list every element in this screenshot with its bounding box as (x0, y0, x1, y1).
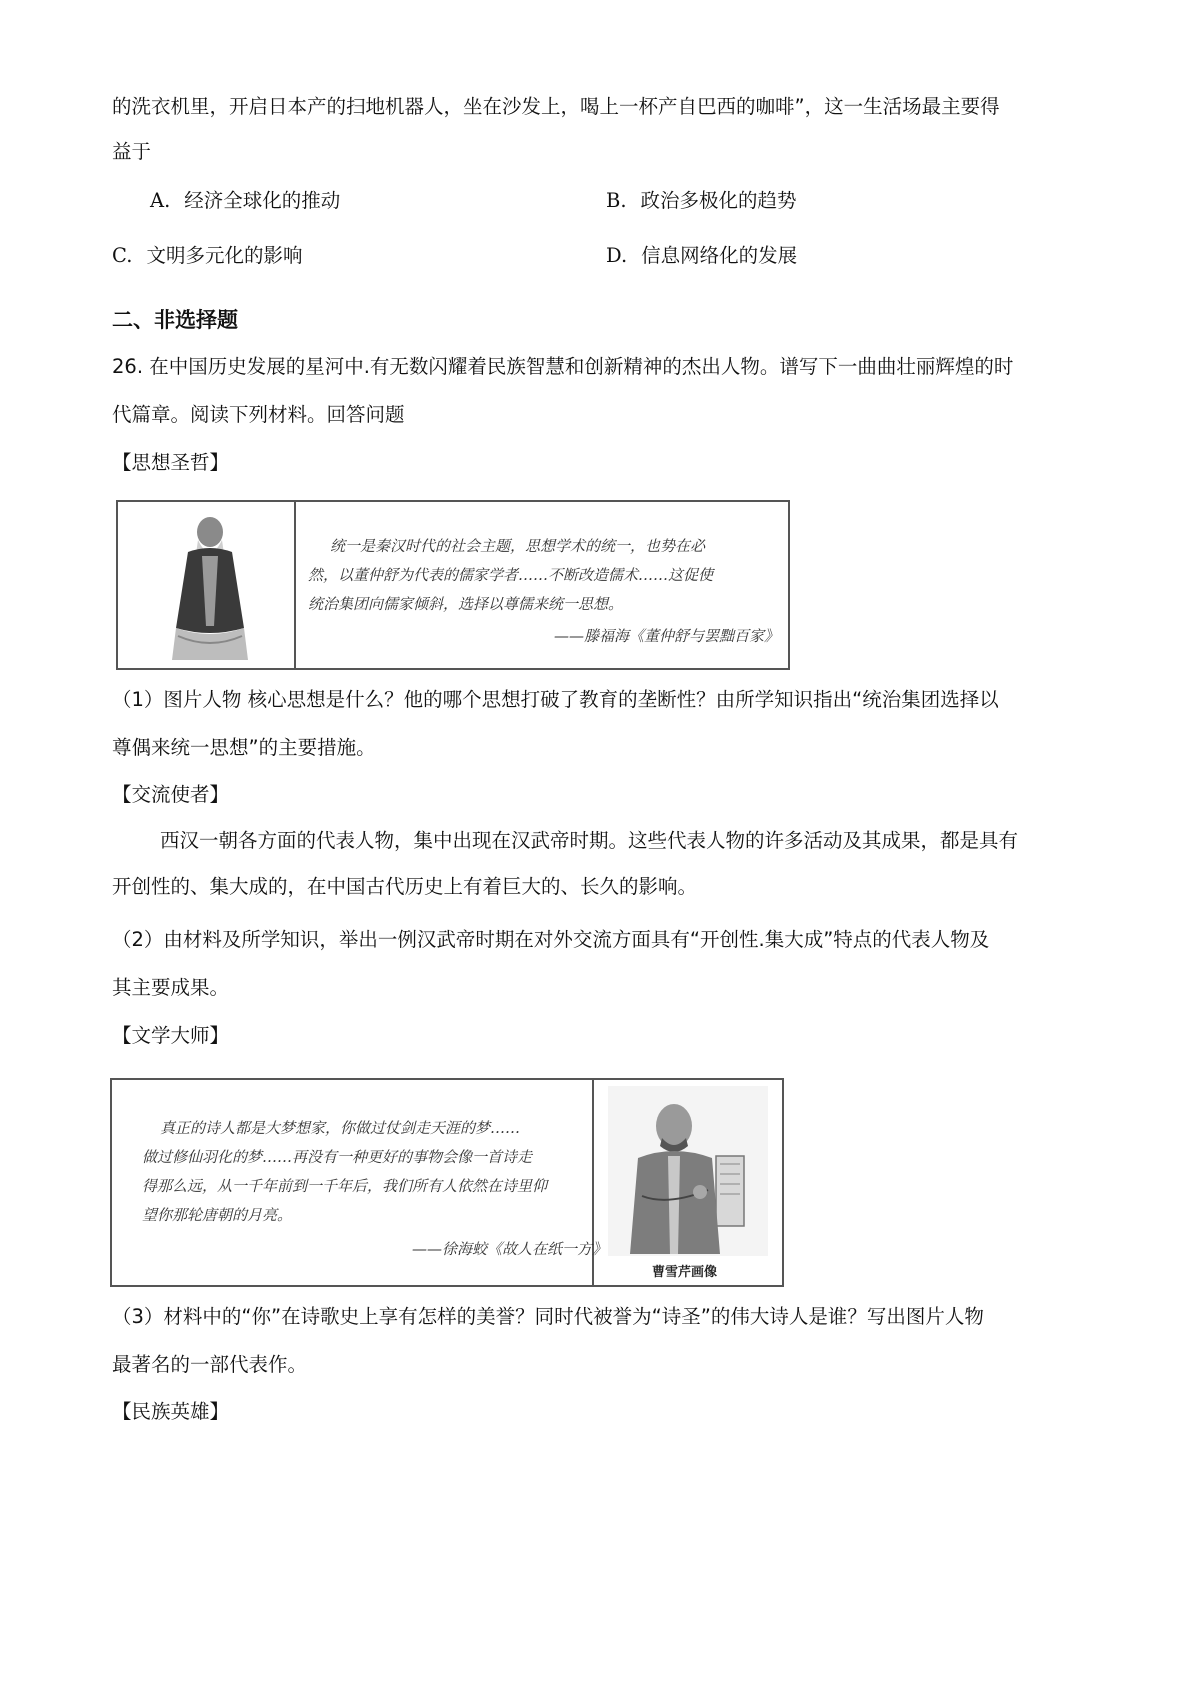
option-key: A. (150, 189, 171, 212)
q26-stem-line: 26. 在中国历史发展的星河中.有无数闪耀着民族智慧和创新精神的杰出人物。谱写下一曲曲壮丽辉煌的时 (112, 355, 1014, 378)
material-3-source: ——徐海蛟《故人在纸一方》 (412, 1240, 608, 1258)
option-b[interactable] (606, 186, 797, 216)
option-key: B. (606, 189, 627, 212)
sub-question-3-line: 最著名的一部代表作。 (112, 1353, 308, 1376)
question-stem-line: 的洗衣机里，开启日本产的扫地机器人，坐在沙发上，喝上一杯产自巴西的咖啡”，这一生活场最主要得 (112, 95, 1000, 118)
option-text: 经济全球化的推动 (184, 189, 341, 212)
sub-question-2-line: （2）由材料及所学知识，举出一例汉武帝时期在对外交流方面具有“开创性.集大成”特点的代表人物及 (112, 928, 990, 951)
material-1-source: ——滕福海《董仲舒与罢黜百家》 (554, 627, 780, 645)
section-tag-hero: 【民族英雄】 (112, 1400, 230, 1423)
q26-stem-line: 代篇章。阅读下列材料。回答问题 (112, 403, 405, 426)
option-c[interactable] (112, 241, 302, 271)
confucius-portrait-image (148, 510, 268, 665)
portrait-caption: 曹雪芹画像 (652, 1265, 718, 1280)
sub-question-2-line: 其主要成果。 (112, 976, 230, 999)
question-stem-line: 益于 (112, 140, 152, 163)
sub-question-1-line: 尊偶来统一思想”的主要措施。 (112, 736, 376, 759)
option-a[interactable] (150, 186, 340, 216)
option-key: C. (112, 244, 133, 267)
option-d[interactable] (606, 241, 797, 271)
section-tag-thought: 【思想圣哲】 (112, 451, 230, 474)
material-box-1 (116, 500, 790, 670)
material-1-line: 统一是秦汉时代的社会主题，思想学术的统一，也势在必 (330, 537, 706, 555)
sub-question-1-line: （1）图片人物 核心思想是什么？他的哪个思想打破了教育的垄断性？由所学知识指出“统治集团选择以 (112, 688, 999, 711)
material-3-line: 得那么远，从一千年前到一千年后，我们所有人依然在诗里仰 (142, 1177, 548, 1195)
cao-xueqin-portrait-image (608, 1086, 768, 1256)
material-1-line: 然，以董仲舒为代表的儒家学者……不断改造儒术……这促使 (308, 566, 714, 584)
option-text: 文明多元化的影响 (146, 244, 303, 267)
material-2-line: 开创性的、集大成的，在中国古代历史上有着巨大的、长久的影响。 (112, 875, 698, 898)
material-2-line: 西汉一朝各方面的代表人物，集中出现在汉武帝时期。这些代表人物的许多活动及其成果，都是具有 (160, 829, 1019, 852)
material-1-line: 统治集团向儒家倾斜，选择以尊儒来统一思想。 (308, 595, 624, 613)
option-text: 信息网络化的发展 (641, 244, 798, 267)
section-tag-exchange: 【交流使者】 (112, 783, 230, 806)
material-3-line: 做过修仙羽化的梦……再没有一种更好的事物会像一首诗走 (142, 1148, 533, 1166)
material-box-3 (110, 1078, 784, 1287)
sub-question-3-line: （3）材料中的“你”在诗歌史上享有怎样的美誉？同时代被誉为“诗圣”的伟大诗人是谁？写出图片人物 (112, 1305, 984, 1328)
section-tag-literature: 【文学大师】 (112, 1024, 230, 1047)
option-key: D. (606, 244, 628, 267)
material-3-line: 望你那轮唐朝的月亮。 (142, 1206, 293, 1224)
box-divider (294, 502, 296, 668)
option-text: 政治多极化的趋势 (640, 189, 797, 212)
material-3-line: 真正的诗人都是大梦想家，你做过仗剑走天涯的梦…… (160, 1119, 521, 1137)
section-title: 二、非选择题 (112, 308, 238, 332)
